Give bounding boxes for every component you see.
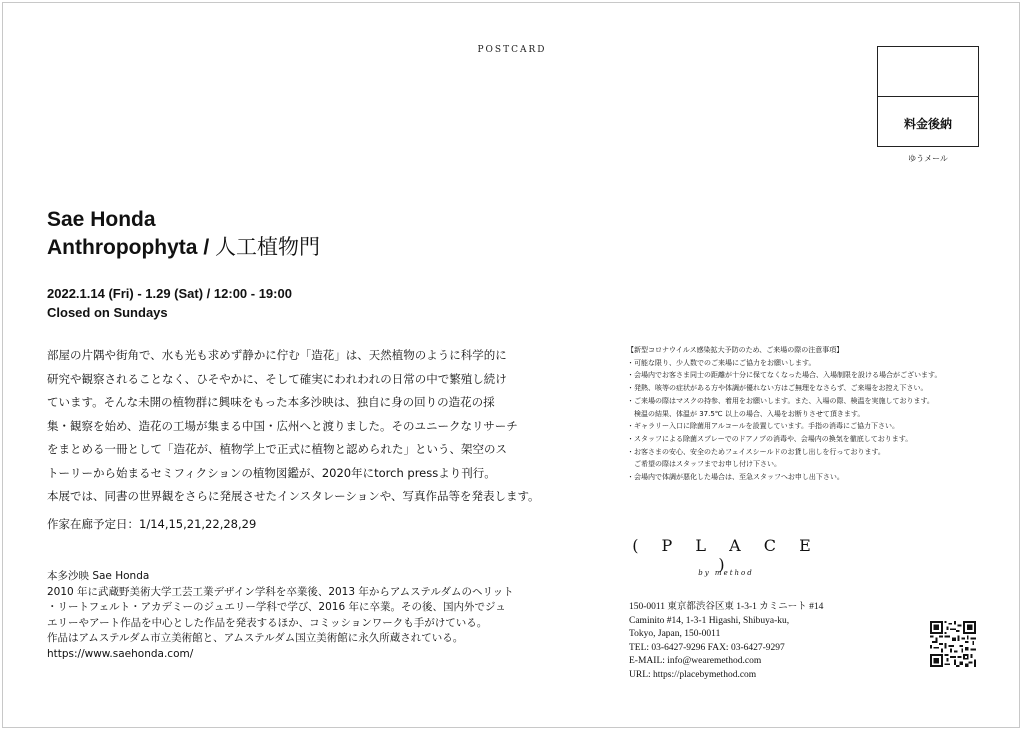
phone-fax: TEL: 03-6427-9296 FAX: 03-6427-9297 — [629, 642, 785, 653]
artist-website-link[interactable]: https://www.saehonda.com/ — [47, 647, 194, 660]
description-line: 本展では、同書の世界観をさらに発展させたインスタレーションや、写真作品等を発表します。 — [47, 489, 540, 503]
address-en-line1: Caminito #14, 1-3-1 Higashi, Shibuya-ku, — [629, 615, 790, 626]
gallery-logo: ( P L A C E ) — [632, 536, 820, 574]
covid-notice — [627, 344, 987, 484]
description-line: トーリーから始まるセミフィクションの植物図鑑が、2020年にtorch pressより刊行。 — [47, 465, 496, 480]
notice-line: ・可能な限り、少人数でのご来場にご協力をお願いします。 — [627, 358, 816, 367]
description-line: ています。そんな未開の植物群に興味をもった本多沙映は、独自に身の回りの造花の採 — [47, 395, 495, 409]
notice-line: ご希望の際はスタッフまでお申し付け下さい。 — [627, 460, 781, 469]
exhibition-title-en: Anthropophyta — [47, 236, 198, 259]
description-line: 集・観察を始め、造花の工場が集まる中国・広州へと渡りました。そのユニークなリサーチ — [47, 418, 518, 433]
notice-line: ・会場内でお客さま同士の距離が十分に保てなくなった場合、入場制限を設ける場合がございます。 — [627, 371, 942, 380]
artist-presence-dates: 作家在廊予定日：1/14,15,21,22,28,29 — [47, 517, 257, 531]
bio-line: エリーやアート作品を中心とした作品を発表するほか、コミッションワークも手がけている。 — [47, 616, 488, 629]
stamp-divider — [878, 96, 978, 97]
exhibition-dates: 2022.1.14 (Fri) - 1.29 (Sat) / 12:00 - 19:00 — [47, 286, 292, 301]
closed-days: Closed on Sundays — [47, 305, 168, 320]
artist-bio — [47, 569, 527, 662]
artist-name: Sae Honda — [47, 208, 156, 231]
notice-line: ・ご来場の際はマスクの持参、着用をお願いします。また、入場の際、検温を実施しております。 — [627, 396, 934, 405]
yu-mail-label: ゆうメール — [908, 154, 948, 163]
qr-code-icon[interactable] — [930, 621, 976, 667]
bio-name: 本多沙映 Sae Honda — [47, 570, 150, 582]
description-line: をまとめる一冊として「造花が、植物学上で正式に植物と認められた」という、架空のス — [47, 442, 507, 456]
notice-line: ・発熱、咳等の症状がある方や体調が優れない方はご無理をなさらず、ご来場をお控え下さい。 — [627, 384, 928, 393]
bio-line: 2010 年に武蔵野美術大学工芸工業デザイン学科を卒業後、2013 年からアムステルダムのヘリット — [47, 585, 514, 598]
notice-line: ・ギャラリー入口に除菌用アルコールを設置しています。手指の消毒にご協力下さい。 — [627, 422, 900, 431]
postage-stamp-box — [877, 46, 979, 147]
notice-line: ・お客さまの安心、安全のためフェイスシールドのお貸し出しを行っております。 — [627, 447, 885, 456]
address-jp: 150-0011 東京都渋谷区東 1-3-1 カミニート #14 — [629, 602, 824, 612]
exhibition-title — [47, 233, 320, 263]
gallery-address — [629, 601, 823, 682]
bio-line: ・リートフェルト・アカデミーのジュエリー学科で学び、2016 年に卒業。その後、国内外でジュ — [47, 601, 506, 613]
notice-line: 検温の結果、体温が 37.5℃ 以上の場合、入場をお断りさせて頂きます。 — [627, 409, 865, 418]
address-en-line2: Tokyo, Japan, 150-0011 — [629, 629, 721, 639]
gallery-logo-subtitle: by method — [698, 569, 754, 577]
email-link[interactable]: E-MAIL: info@wearemethod.com — [629, 656, 762, 666]
notice-line: ・スタッフによる除菌スプレーでのドアノブの消毒や、会場内の換気を徹底しております。 — [627, 434, 913, 443]
postage-paid-label: 料金後納 — [903, 117, 952, 131]
exhibition-title-jp: 人工植物門 — [215, 236, 320, 259]
exhibition-description — [47, 344, 540, 509]
exhibition-schedule — [47, 284, 292, 322]
title-separator: / — [197, 236, 215, 259]
postcard — [2, 2, 1020, 728]
description-line: 部屋の片隅や街角で、水も光も求めず静かに佇む「造花」は、天然植物のように科学的に — [47, 348, 507, 362]
description-line: 研究や観察されることなく、ひそやかに、そして確実にわれわれの日常の中で繁殖し続け — [47, 371, 507, 386]
bio-line: 作品はアムステルダム市立美術館と、アムステルダム国立美術館に永久所蔵されている。 — [47, 632, 464, 644]
url-link[interactable]: URL: https://placebymethod.com — [629, 669, 757, 680]
notice-line: ・会場内で体調が悪化した場合は、至急スタッフへお申し出下さい。 — [627, 473, 844, 482]
postcard-label: POSTCARD — [477, 45, 547, 55]
notice-heading: 【新型コロナウイルス感染拡大予防のため、ご来場の際の注意事項】 — [627, 346, 844, 354]
